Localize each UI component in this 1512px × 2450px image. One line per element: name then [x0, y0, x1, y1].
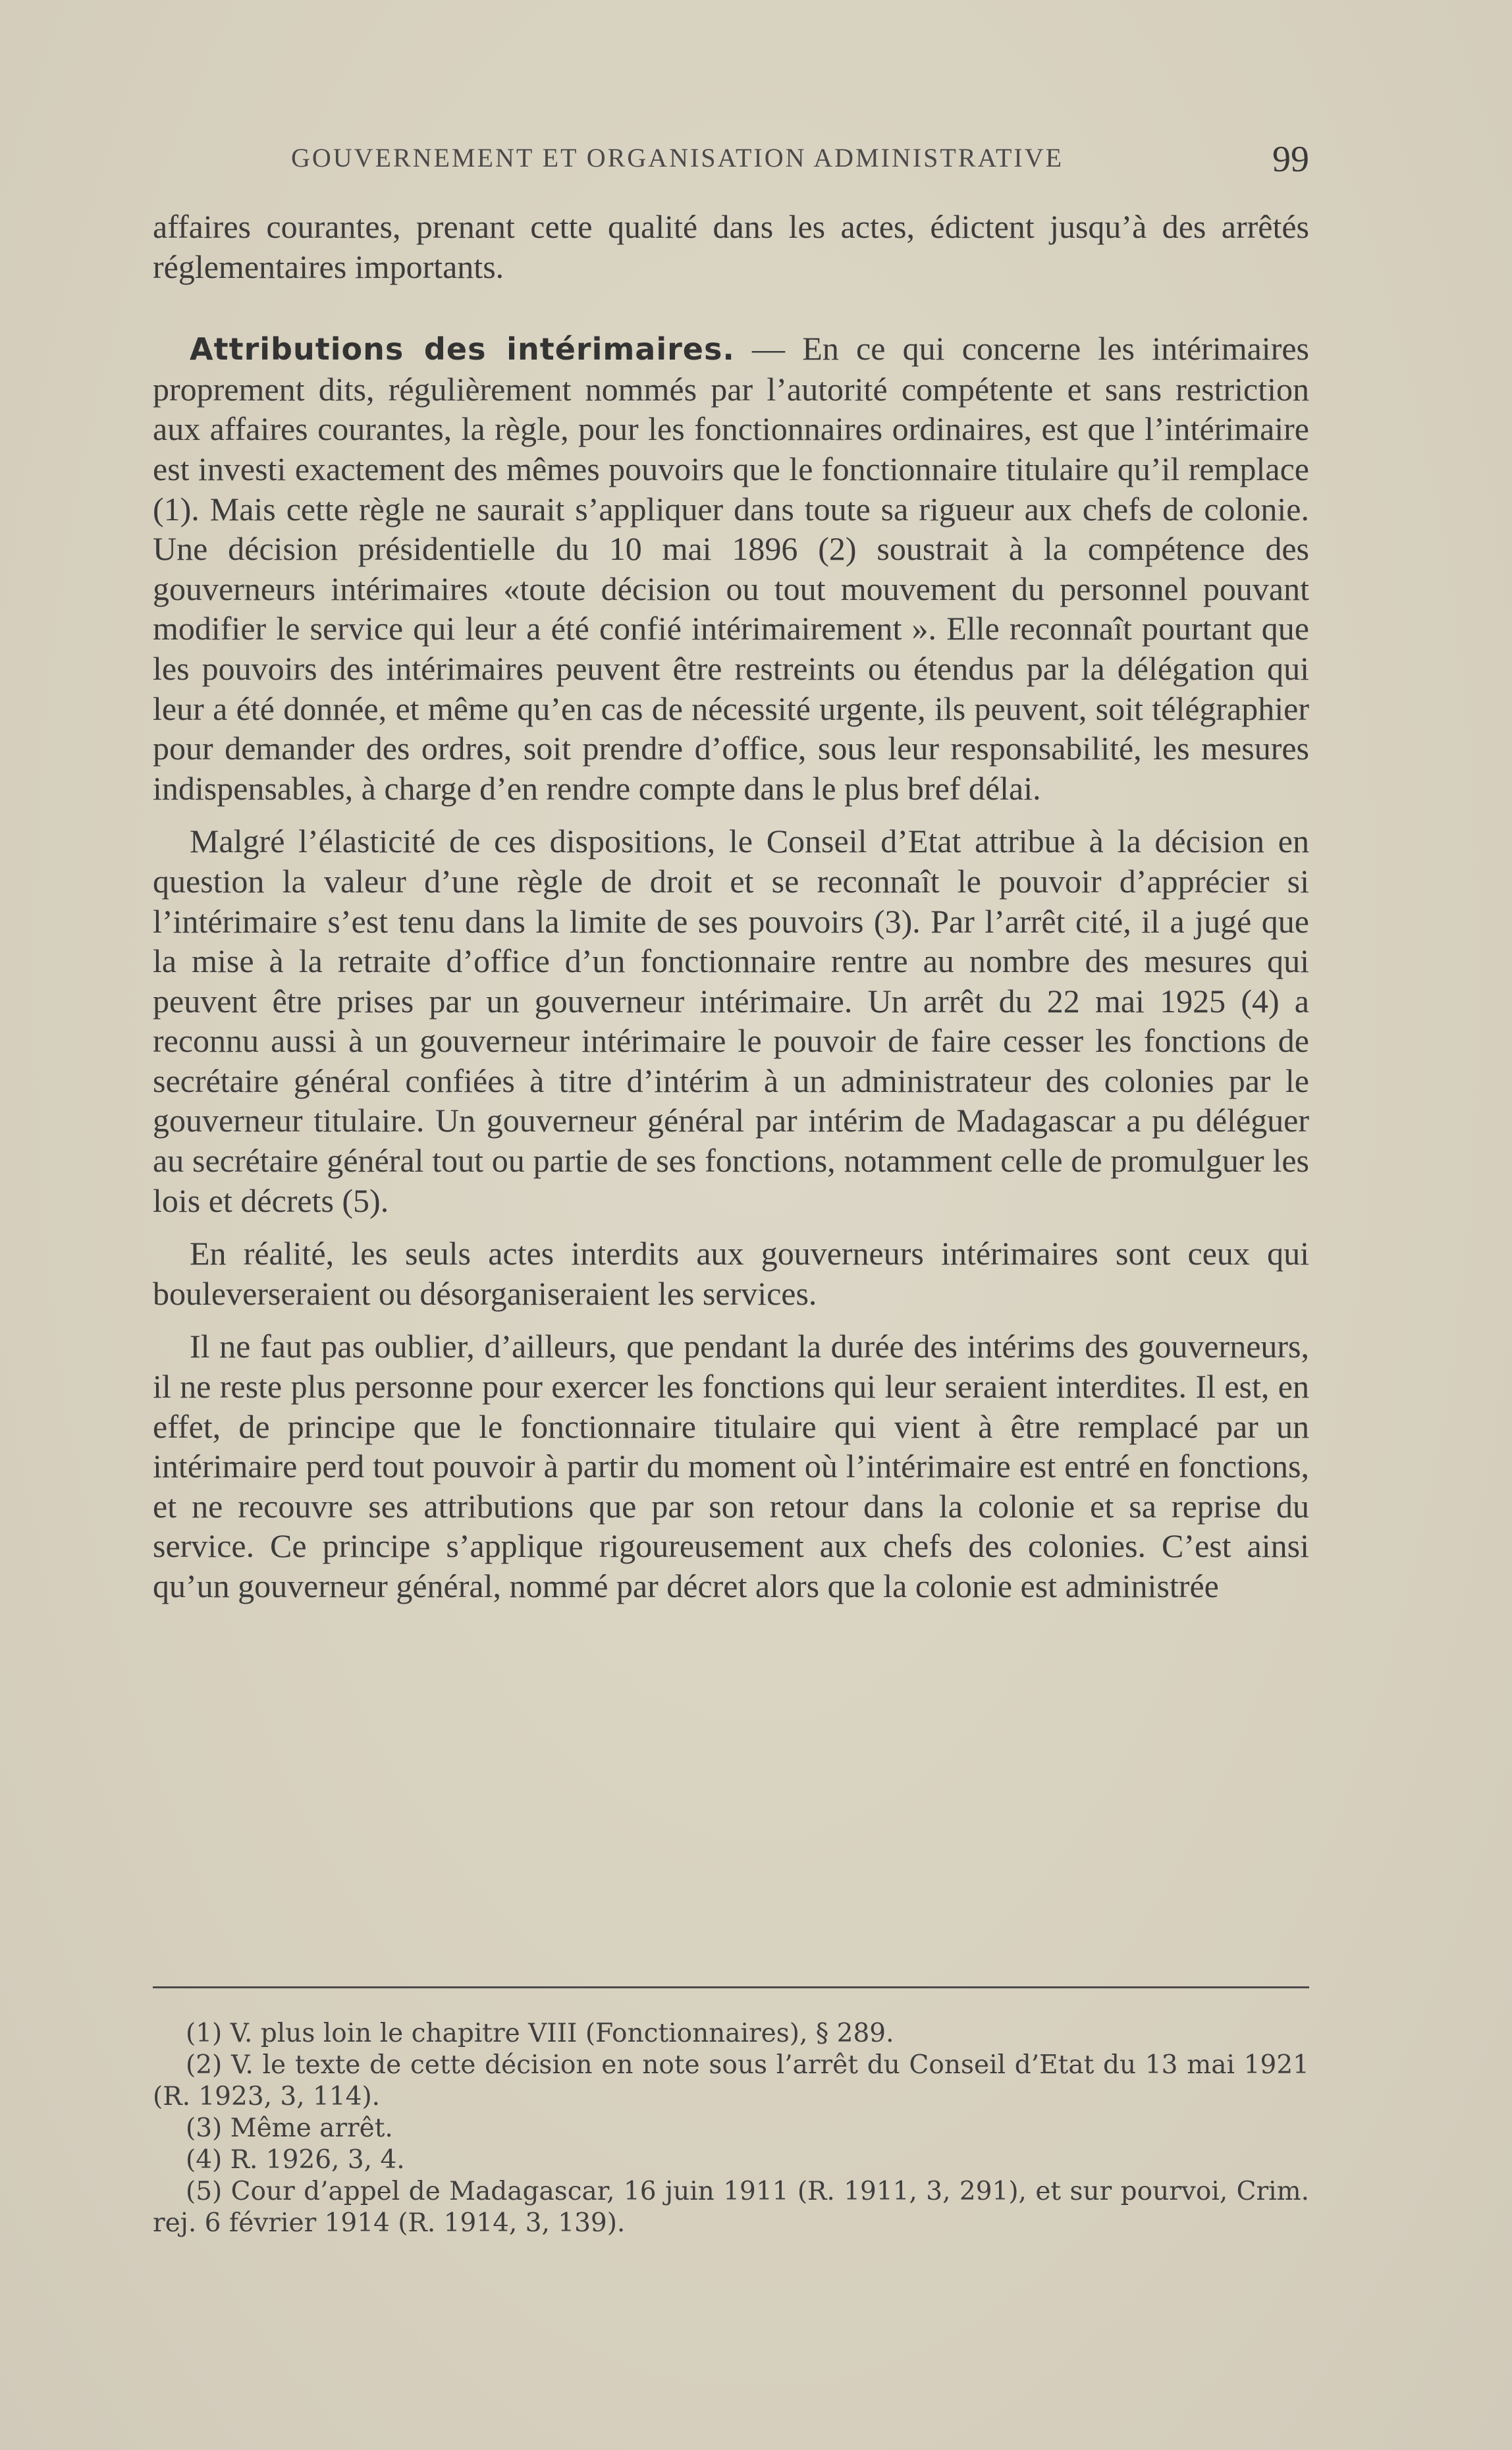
paragraph-realite: En réalité, les seuls actes interdits aux gouverneurs intérimaires sont ceux qui bouleverseraient ou désorganiseraient les services.: [153, 1235, 1309, 1312]
footnote-1: (1) V. plus loin le chapitre VIII (Fonctionnaires), § 289.: [186, 2019, 894, 2048]
paragraph-continuation: affaires courantes, prenant cette qualité dans les actes, édictent jusqu’à des arrêtés réglementaires importants.: [153, 208, 1309, 285]
footnote-3: (3) Même arrêt.: [186, 2113, 393, 2143]
running-title: GOUVERNEMENT ET ORGANISATION ADMINISTRATIVE: [291, 143, 1064, 173]
paragraph-attributions-text: — En ce qui concerne les intérimaires proprement dits, régulièrement nommés par l’autorité compétente et sans restriction aux affaires courantes, la règle, pour les fonctionnaires ordinaires, est que l’intérimaire est investi exactement des mêmes pouvoirs que le fonctionnaire titulaire qu’il remplace (1). Mais cette règle ne saurait s’appliquer dans toute sa rigueur aux chefs de colonie. Une décision présidentielle du 10 mai 1896 (2) soustrait à la compétence des gouverneurs intérimaires «toute décision ou tout mouvement du personnel pouvant modifier le service qui leur a été confié intérimairement ». Elle reconnaît pourtant que les pouvoirs des intérimaires peuvent être restreints ou étendus par la délégation qui leur a été donnée, et même qu’en cas de nécessité urgente, ils peuvent, soit télégraphier pour demander des ordres, soit prendre d’office, sous leur responsabilité, les mesures indispensables, à charge d’en rendre compte dans le plus bref délai.: [153, 330, 1309, 807]
paragraph-attributions: [153, 329, 1309, 808]
footnote-divider: [153, 1986, 1309, 1988]
footnote-2: (2) V. le texte de cette décision en note sous l’arrêt du Conseil d’Etat du 13 mai 1921 (R. 1923, 3, 114).: [153, 2050, 1309, 2111]
main-text: [153, 207, 1309, 1606]
paragraph-conseil-etat: Malgré l’élasticité de ces dispositions, le Conseil d’Etat attribue à la décision en question la valeur d’une règle de droit et se reconnaît le pouvoir d’apprécier si l’intérimaire s’est tenu dans la limite de ses pouvoirs (3). Par l’arrêt cité, il a jugé que la mise à la retraite d’office d’un fonctionnaire rentre au nombre des mesures qui peuvent être prises par un gouverneur intérimaire. Un arrêt du 22 mai 1925 (4) a reconnu aussi à un gouverneur intérimaire le pouvoir de faire cesser les fonctions de secrétaire général confiées à titre d’intérim à un administrateur des colonies par le gouverneur titulaire. Un gouverneur général par intérim de Madagascar a pu déléguer au secrétaire général tout ou partie de ses fonctions, notamment celle de promulguer les lois et décrets (5).: [153, 823, 1309, 1219]
page-number: 99: [1272, 139, 1309, 180]
paragraph-principe: Il ne faut pas oublier, d’ailleurs, que pendant la durée des intérims des gouverneurs, il ne reste plus personne pour exercer les fonctions qui leur seraient interdites. Il est, en effet, de principe que le fonctionnaire titulaire qui vient à être remplacé par un intérimaire perd tout pouvoir à partir du moment où l’intérimaire est entré en fonctions, et ne recouvre ses attributions que par son retour dans la colonie et sa reprise du service. Ce principe s’applique rigoureusement aux chefs des colonies. C’est ainsi qu’un gouverneur général, nommé par décret alors que la colonie est administrée: [153, 1328, 1309, 1604]
footnote-5: (5) Cour d’appel de Madagascar, 16 juin 1911 (R. 1911, 3, 291), et sur pourvoi, Crim. rej. 6 février 1914 (R. 1914, 3, 139).: [153, 2177, 1309, 2238]
footnotes: [153, 2018, 1309, 2239]
section-heading: Attributions des intérimaires.: [190, 331, 735, 368]
running-header: [153, 138, 1309, 178]
footnote-4: (4) R. 1926, 3, 4.: [186, 2145, 405, 2175]
